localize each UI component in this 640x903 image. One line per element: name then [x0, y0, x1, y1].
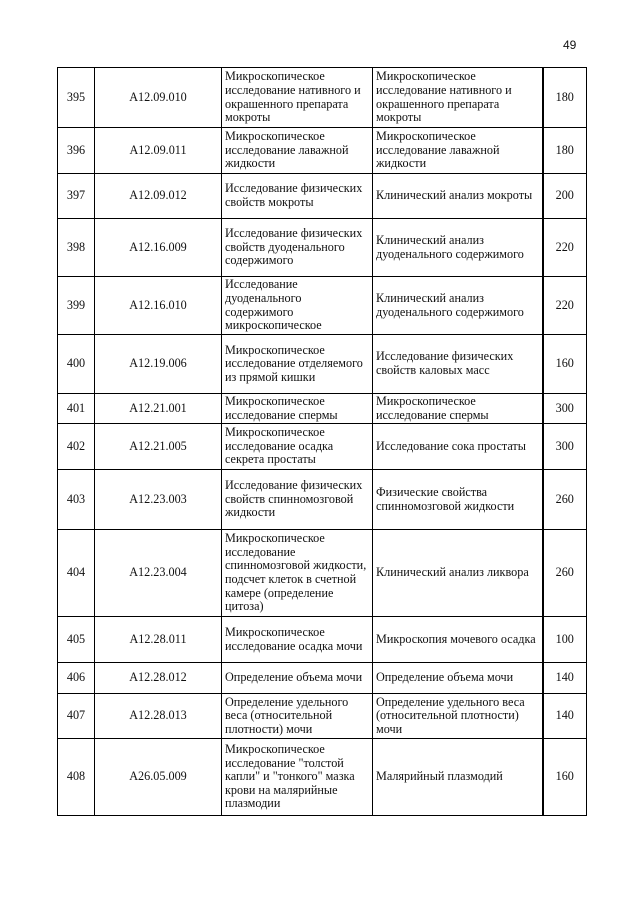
row-number: 404	[58, 530, 95, 617]
service-name: Микроскопическое исследование "толстой капли" и "тонкого" мазка крови на малярийные плазмодии	[222, 739, 373, 816]
service-description: Физические свойства спинномозговой жидкости	[373, 470, 543, 530]
table-row	[58, 530, 587, 617]
service-price: 220	[543, 277, 587, 335]
service-code: A12.28.011	[95, 617, 222, 663]
service-code: A12.21.001	[95, 394, 222, 424]
service-price: 160	[543, 335, 587, 394]
table-row	[58, 424, 587, 470]
service-description: Клинический анализ мокроты	[373, 174, 543, 219]
table-row	[58, 174, 587, 219]
row-number: 395	[58, 68, 95, 128]
row-number: 401	[58, 394, 95, 424]
service-price: 260	[543, 530, 587, 617]
service-code: A12.16.009	[95, 219, 222, 277]
table-row	[58, 663, 587, 694]
service-code: A12.23.004	[95, 530, 222, 617]
row-number: 406	[58, 663, 95, 694]
service-description: Определение объема мочи	[373, 663, 543, 694]
service-description: Исследование физических свойств каловых масс	[373, 335, 543, 394]
service-price: 160	[543, 739, 587, 816]
service-price: 140	[543, 663, 587, 694]
row-number: 407	[58, 694, 95, 739]
service-description: Микроскопическое исследование лаважной жидкости	[373, 128, 543, 174]
service-description: Малярийный плазмодий	[373, 739, 543, 816]
service-price: 200	[543, 174, 587, 219]
service-description: Определение удельного веса (относительной плотности) мочи	[373, 694, 543, 739]
service-price: 180	[543, 128, 587, 174]
table-row	[58, 68, 587, 128]
service-name: Микроскопическое исследование лаважной жидкости	[222, 128, 373, 174]
table-row	[58, 470, 587, 530]
service-price: 180	[543, 68, 587, 128]
service-name: Исследование физических свойств мокроты	[222, 174, 373, 219]
service-price: 100	[543, 617, 587, 663]
service-code: A12.09.012	[95, 174, 222, 219]
service-description: Клинический анализ ликвора	[373, 530, 543, 617]
service-name: Микроскопическое исследование осадка мочи	[222, 617, 373, 663]
service-name: Исследование дуоденального содержимого микроскопическое	[222, 277, 373, 335]
row-number: 399	[58, 277, 95, 335]
price-table	[57, 67, 587, 816]
service-description: Микроскопическое исследование спермы	[373, 394, 543, 424]
service-description: Микроскопия мочевого осадка	[373, 617, 543, 663]
service-description: Исследование сока простаты	[373, 424, 543, 470]
service-name: Исследование физических свойств спинномозговой жидкости	[222, 470, 373, 530]
service-code: A12.23.003	[95, 470, 222, 530]
service-name: Определение объема мочи	[222, 663, 373, 694]
service-code: A12.16.010	[95, 277, 222, 335]
service-price: 220	[543, 219, 587, 277]
row-number: 402	[58, 424, 95, 470]
table-row	[58, 617, 587, 663]
service-code: A12.28.012	[95, 663, 222, 694]
service-price: 260	[543, 470, 587, 530]
service-name: Определение удельного веса (относительной плотности) мочи	[222, 694, 373, 739]
service-price: 140	[543, 694, 587, 739]
table-row	[58, 739, 587, 816]
service-code: A12.09.011	[95, 128, 222, 174]
row-number: 405	[58, 617, 95, 663]
row-number: 400	[58, 335, 95, 394]
row-number: 397	[58, 174, 95, 219]
row-number: 398	[58, 219, 95, 277]
service-name: Микроскопическое исследование нативного и окрашенного препарата мокроты	[222, 68, 373, 128]
table-row	[58, 219, 587, 277]
table-row	[58, 128, 587, 174]
table-row	[58, 335, 587, 394]
table-row	[58, 694, 587, 739]
row-number: 396	[58, 128, 95, 174]
service-code: A26.05.009	[95, 739, 222, 816]
service-code: A12.21.005	[95, 424, 222, 470]
service-name: Исследование физических свойств дуоденального содержимого	[222, 219, 373, 277]
row-number: 403	[58, 470, 95, 530]
service-code: A12.09.010	[95, 68, 222, 128]
service-name: Микроскопическое исследование отделяемого из прямой кишки	[222, 335, 373, 394]
service-price: 300	[543, 394, 587, 424]
service-description: Клинический анализ дуоденального содержимого	[373, 277, 543, 335]
table-row	[58, 277, 587, 335]
table-row	[58, 394, 587, 424]
service-code: A12.28.013	[95, 694, 222, 739]
service-name: Микроскопическое исследование осадка секрета простаты	[222, 424, 373, 470]
page-number: 49	[563, 38, 577, 52]
service-name: Микроскопическое исследование спермы	[222, 394, 373, 424]
service-description: Микроскопическое исследование нативного и окрашенного препарата мокроты	[373, 68, 543, 128]
service-price: 300	[543, 424, 587, 470]
service-code: A12.19.006	[95, 335, 222, 394]
service-description: Клинический анализ дуоденального содержимого	[373, 219, 543, 277]
row-number: 408	[58, 739, 95, 816]
service-name: Микроскопическое исследование спинномозговой жидкости, подсчет клеток в счетной камере (определение цитоза)	[222, 530, 373, 617]
